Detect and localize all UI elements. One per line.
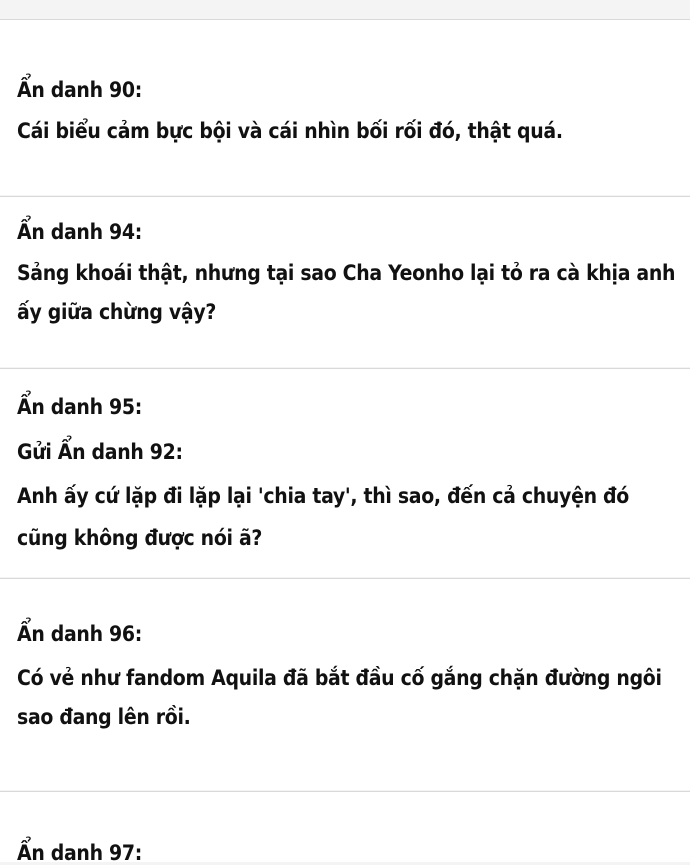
- comment-text: Gửi Ẩn danh 92:: [17, 440, 183, 464]
- comment-text: Anh ấy cứ lặp đi lặp lại 'chia tay', thì sao, đến cả chuyện đó: [17, 484, 629, 508]
- comment-text: sao đang lên rồi.: [17, 705, 191, 729]
- comment-text: cũng không được nói ã?: [17, 526, 263, 550]
- comment-author: Ẩn danh 95:: [17, 395, 142, 419]
- comment-author: Ẩn danh 90:: [17, 78, 142, 102]
- comment-text: ấy giữa chừng vậy?: [17, 300, 216, 324]
- comment-author: Ẩn danh 97:: [17, 841, 142, 865]
- comment-item: [0, 792, 690, 865]
- comment-item: [0, 369, 690, 577]
- comment-author: Ẩn danh 94:: [17, 220, 142, 244]
- comment-item: [0, 579, 690, 790]
- comment-item: [0, 20, 690, 195]
- comment-item: [0, 197, 690, 367]
- comment-text: Cái biểu cảm bực bội và cái nhìn bối rối đó, thật quá.: [17, 119, 563, 143]
- comment-text: Có vẻ như fandom Aquila đã bắt đầu cố gắng chặn đường ngôi: [17, 666, 662, 690]
- comment-text: Sảng khoái thật, nhưng tại sao Cha Yeonho lại tỏ ra cà khịa anh: [17, 261, 676, 285]
- comment-author: Ẩn danh 96:: [17, 622, 142, 646]
